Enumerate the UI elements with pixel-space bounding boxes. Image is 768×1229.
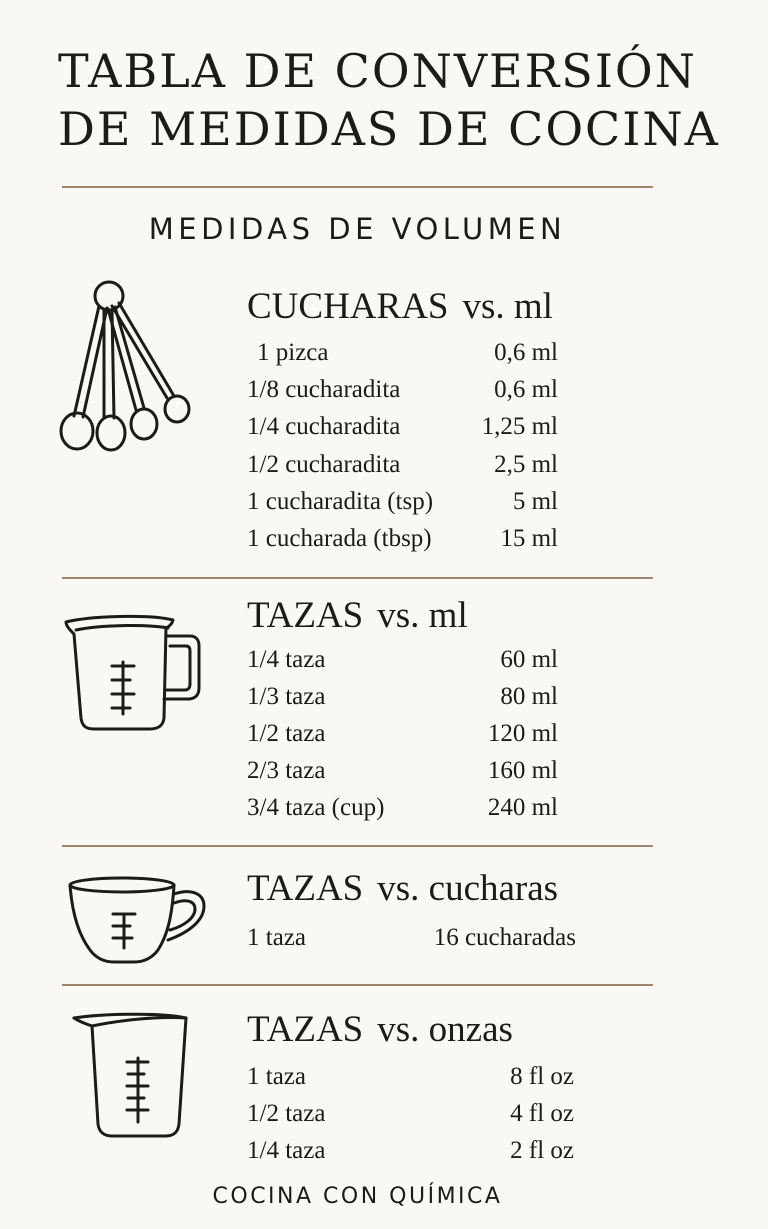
list-item <box>247 412 558 442</box>
row-value: 60 ml <box>500 646 558 673</box>
row-value: 0,6 ml <box>494 339 558 366</box>
row-label: 1/8 cucharadita <box>247 376 401 403</box>
row-label: 1/2 cucharadita <box>247 451 401 478</box>
page-title-line-2: DE MEDIDAS DE COCINA <box>58 102 720 156</box>
row-value: 160 ml <box>487 757 558 784</box>
row-value: 1,25 ml <box>481 413 558 440</box>
row-label: 1 taza <box>247 924 306 951</box>
row-value: 16 cucharadas <box>433 924 576 951</box>
row-value: 2,5 ml <box>494 451 558 478</box>
block-title-vs: vs. ml <box>462 286 553 327</box>
block-title-vs: vs. cucharas <box>377 868 559 909</box>
measuring-jug-icon <box>70 1010 194 1142</box>
list-item <box>247 923 576 953</box>
row-value: 8 fl oz <box>510 1063 574 1090</box>
row-label: 1/3 taza <box>247 683 326 710</box>
row-value: 80 ml <box>500 683 558 710</box>
footer-brand: COCINA CON QUÍMICA <box>212 1184 503 1209</box>
list-item <box>247 487 558 517</box>
block-title-tazas-ml <box>247 594 468 637</box>
section-heading: MEDIDAS DE VOLUMEN <box>148 212 567 246</box>
divider <box>62 577 653 579</box>
block-title-vs: vs. onzas <box>377 1009 513 1050</box>
list-item <box>247 682 558 712</box>
row-label: 1/4 taza <box>247 646 326 673</box>
page-title <box>58 42 718 158</box>
block-title-tazas-cucharas <box>247 867 558 910</box>
divider <box>62 845 653 847</box>
divider <box>62 984 653 986</box>
block-title-tazas-onzas <box>247 1008 513 1051</box>
row-label: 1 pizca <box>257 339 329 366</box>
row-label: 1/2 taza <box>247 1100 326 1127</box>
row-value: 15 ml <box>500 525 558 552</box>
measuring-spoons-icon <box>52 276 202 476</box>
block-title-main: TAZAS <box>247 1009 364 1050</box>
row-value: 4 fl oz <box>510 1100 574 1127</box>
list-item <box>247 793 558 823</box>
row-label: 1 cucharada (tbsp) <box>247 525 432 552</box>
block-title-main: TAZAS <box>247 868 364 909</box>
list-item <box>247 645 558 675</box>
page-title-line-1: TABLA DE CONVERSIÓN <box>58 44 697 98</box>
list-item <box>247 375 558 405</box>
list-item <box>247 1099 574 1129</box>
row-label: 1 taza <box>247 1063 306 1090</box>
row-value: 5 ml <box>512 488 558 515</box>
row-value: 120 ml <box>487 720 558 747</box>
row-value: 0,6 ml <box>494 376 558 403</box>
row-label: 1/4 cucharadita <box>247 413 401 440</box>
block-title-cucharas-ml <box>247 285 553 328</box>
measuring-cup-icon <box>60 608 205 738</box>
cup-icon <box>64 872 212 972</box>
list-item <box>247 1136 574 1166</box>
list-item <box>247 450 558 480</box>
list-item <box>247 1062 574 1092</box>
list-item <box>247 524 558 554</box>
list-item <box>247 338 558 368</box>
row-label: 2/3 taza <box>247 757 326 784</box>
row-label: 1 cucharadita (tsp) <box>247 488 434 515</box>
row-value: 240 ml <box>487 794 558 821</box>
row-label: 1/4 taza <box>247 1137 326 1164</box>
row-value: 2 fl oz <box>510 1137 574 1164</box>
block-title-vs: vs. ml <box>377 595 468 636</box>
block-title-main: TAZAS <box>247 595 364 636</box>
row-label: 3/4 taza (cup) <box>247 794 385 821</box>
block-title-main: CUCHARAS <box>247 286 449 327</box>
list-item <box>247 719 558 749</box>
divider <box>62 186 653 188</box>
list-item <box>247 756 558 786</box>
row-label: 1/2 taza <box>247 720 326 747</box>
